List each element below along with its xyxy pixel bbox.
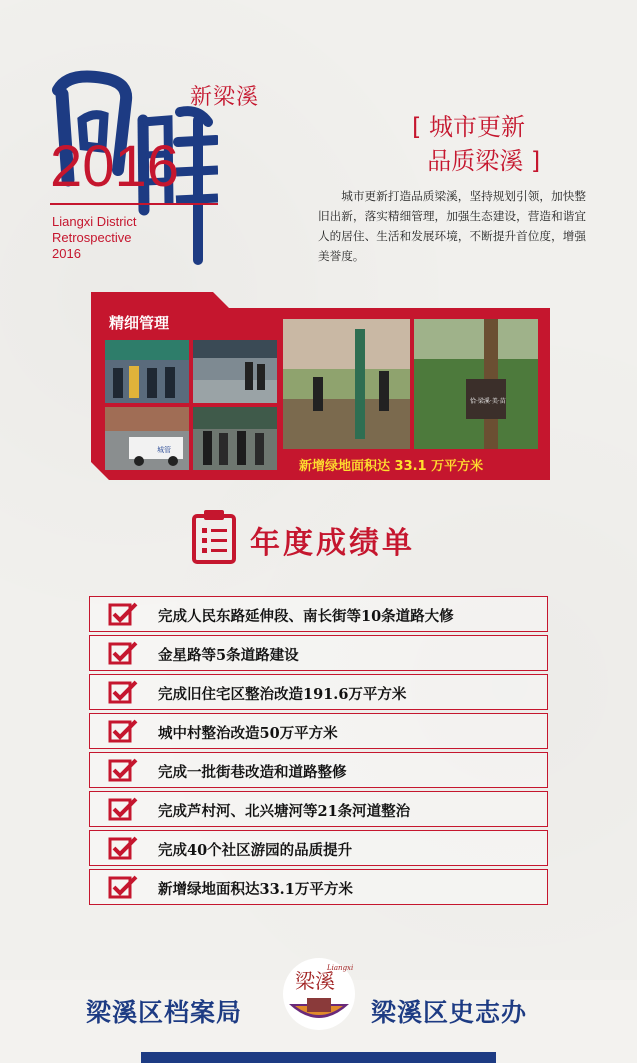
checkbox-check-icon <box>108 836 138 860</box>
local-history-office-label: 梁溪区史志办 <box>371 998 528 1027</box>
liangxi-emblem-logo <box>281 952 357 1036</box>
list-item-text: 城中村整治改造50万平方米 <box>158 725 338 742</box>
checkbox-check-icon <box>108 797 138 821</box>
checkbox-check-icon <box>108 602 138 626</box>
list-item <box>89 635 548 671</box>
list-item <box>89 869 548 905</box>
photo-enforcement-truck <box>105 407 189 470</box>
logo-script: Liangxi <box>327 964 354 972</box>
list-item-text: 完成人民东路延伸段、南长街等10条道路大修 <box>158 608 454 625</box>
new-liangxi-label: 新梁溪 <box>190 85 260 110</box>
list-item-text: 新增绿地面积达33.1万平方米 <box>158 881 353 898</box>
english-line-1: Liangxi District <box>52 214 137 229</box>
photo-market-shelter <box>193 340 277 403</box>
photo-tree-planting <box>283 319 410 449</box>
archives-bureau-label: 梁溪区档案局 <box>86 998 243 1027</box>
list-item-text: 完成旧住宅区整治改造191.6万平方米 <box>158 686 407 703</box>
list-item-text: 金星路等5条道路建设 <box>158 647 299 664</box>
list-item <box>89 674 548 710</box>
list-item-text: 完成一批街巷改造和道路整修 <box>158 764 347 781</box>
checkbox-check-icon <box>108 641 138 665</box>
english-line-2: Retrospective <box>52 230 132 245</box>
checkbox-check-icon <box>108 719 138 743</box>
achievement-list <box>89 596 548 908</box>
sign-text: 恰·梁溪·美·苗 <box>470 398 506 405</box>
list-item-text: 完成40个社区游园的品质提升 <box>158 842 353 859</box>
english-title <box>52 214 137 262</box>
clipboard-icon <box>190 508 242 564</box>
list-item <box>89 830 548 866</box>
banner-label: 精细管理 <box>109 314 170 332</box>
checkbox-check-icon <box>108 875 138 899</box>
checkbox-check-icon <box>108 680 138 704</box>
year-mark: 2016 <box>50 134 180 199</box>
list-item <box>89 752 548 788</box>
checkbox-check-icon <box>108 758 138 782</box>
list-item-text: 完成芦村河、北兴塘河等21条河道整治 <box>158 803 411 820</box>
list-item <box>89 713 548 749</box>
list-item <box>89 596 548 632</box>
photo-green-space-sign <box>414 319 538 449</box>
photo-banner <box>91 292 550 480</box>
list-item <box>89 791 548 827</box>
scorecard-heading <box>190 506 470 566</box>
intro-paragraph: 城市更新打造品质梁溪，坚持规划引领，加快整旧出新，落实精细管理，加强生态建设，营造和谐宜人的居住、生活和发展环境，不断提升首位度，增强美誉度。 <box>318 189 586 263</box>
english-line-3: 2016 <box>52 246 81 261</box>
banner-caption: 新增绿地面积达 33.1 万平方米 <box>299 459 484 474</box>
photo-street-inspection <box>105 340 189 403</box>
truck-text: 城管 <box>157 446 171 454</box>
section-title: [ 城市更新 品质梁溪 ] <box>412 113 541 175</box>
photo-street-crowd <box>193 407 277 470</box>
footer-bar <box>141 1052 496 1063</box>
scorecard-title: 年度成绩单 <box>250 526 415 561</box>
logo-text: 梁溪 <box>295 969 335 993</box>
